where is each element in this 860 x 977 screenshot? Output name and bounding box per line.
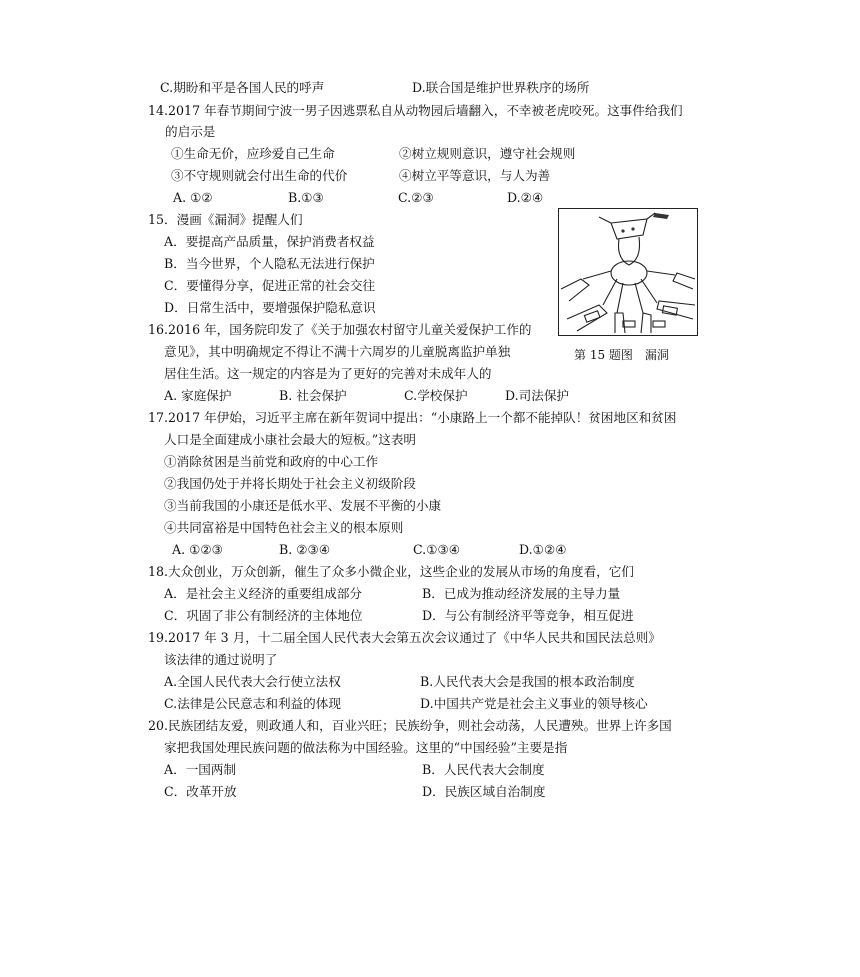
q20-stem-line1: 20.民族团结友爱，则政通人和，百业兴旺；民族纷争，则社会动荡，人民遭殃。世界上许多国 [148, 718, 672, 733]
q14-statement-4: ④树立平等意识，与人为善 [399, 168, 551, 183]
q14-stem-line1: 14.2017 年春节期间宁波一男子因逃票私自从动物园后墙翻入，不幸被老虎咬死。这事件给我们 [148, 103, 683, 118]
q19-option-c: C.法律是公民意志和利益的体现 [164, 696, 341, 711]
q17-statement-4: ④共同富裕是中国特色社会主义的根本原则 [164, 520, 404, 535]
q15-option-b: B．当今世界，个人隐私无法进行保护 [164, 256, 375, 271]
q19-option-a: A.全国人民代表大会行使立法权 [164, 674, 341, 689]
q14-option-d: D.②④ [507, 190, 544, 205]
q15-option-a: A．要提高产品质量，保护消费者权益 [164, 234, 375, 249]
q17-stem-line1: 17.2017 年伊始，习近平主席在新年贺词中提出：“小康路上一个都不能掉队！贫困地区和贫困 [148, 410, 677, 425]
q20-option-b: B．人民代表大会制度 [422, 762, 545, 777]
q20-option-c: C．改革开放 [164, 784, 237, 799]
q15-option-c: C．要懂得分享，促进正常的社会交往 [164, 278, 376, 293]
q13-option-c: C.期盼和平是各国人民的呼声 [160, 80, 325, 95]
q14-statement-3: ③不守规则就会付出生命的代价 [171, 168, 348, 183]
q16-stem-line3: 居住生活。这一规定的内容是为了更好的完善对未成年人的 [164, 366, 492, 381]
q18-option-c: C．巩固了非公有制经济的主体地位 [164, 608, 363, 623]
q19-stem-line1: 19.2017 年 3 月，十二届全国人民代表大会第五次会议通过了《中华人民共和国民法总则》 [148, 630, 661, 645]
q14-statement-1: ①生命无价，应珍爱自己生命 [171, 146, 335, 161]
q17-statement-2: ②我国仍处于并将长期处于社会主义初级阶段 [164, 476, 416, 491]
q20-option-a: A．一国两制 [164, 762, 237, 777]
q16-option-d: D.司法保护 [505, 388, 570, 403]
q19-option-d: D.中国共产党是社会主义事业的领导核心 [420, 696, 648, 711]
q17-stem-line2: 人口是全面建成小康社会最大的短板。”这表明 [164, 432, 417, 447]
q15-cartoon-image [558, 208, 698, 336]
q18-option-b: B．已成为推动经济发展的主导力量 [422, 586, 621, 601]
q18-stem: 18.大众创业，万众创新，催生了众多小微企业，这些企业的发展从市场的角度看，它们 [148, 564, 634, 579]
q13-option-d: D.联合国是维护世界秩序的场所 [412, 80, 590, 95]
q16-option-a: A. 家庭保护 [164, 388, 232, 403]
cartoon-drawing [559, 209, 697, 335]
q16-option-b: B. 社会保护 [279, 388, 347, 403]
q15-stem: 15．漫画《漏洞》提醒人们 [148, 212, 303, 227]
q16-stem-line2: 意见》，其中明确规定不得让不满十六周岁的儿童脱离监护单独 [164, 344, 511, 359]
q20-option-d: D．民族区域自治制度 [422, 784, 546, 799]
q17-option-b: B. ②③④ [279, 542, 331, 557]
q17-option-c: C.①③④ [413, 542, 461, 557]
q17-statement-3: ③当前我国的小康还是低水平、发展不平衡的小康 [164, 498, 442, 513]
q14-option-c: C.②③ [398, 190, 434, 205]
q14-stem-line2: 的启示是 [165, 124, 216, 139]
q16-option-c: C.学校保护 [404, 388, 468, 403]
q14-option-a: A. ①② [173, 190, 213, 205]
q20-stem-line2: 家把我国处理民族问题的做法称为中国经验。这里的“中国经验”主要是指 [164, 740, 568, 755]
q14-option-b: B.①③ [288, 190, 324, 205]
q15-option-d: D．日常生活中，要增强保护隐私意识 [164, 300, 376, 315]
q19-option-b: B.人民代表大会是我国的根本政治制度 [420, 674, 635, 689]
q17-statement-1: ①消除贫困是当前党和政府的中心工作 [164, 454, 379, 469]
q15-cartoon-caption: 第 15 题图 漏洞 [574, 348, 669, 362]
q16-stem-line1: 16.2016 年，国务院印发了《关于加强农村留守儿童关爱保护工作的 [148, 322, 532, 337]
q17-option-a: A. ①②③ [172, 542, 223, 557]
q18-option-d: D．与公有制经济平等竞争，相互促进 [422, 608, 634, 623]
q18-option-a: A．是社会主义经济的重要组成部分 [164, 586, 363, 601]
q17-option-d: D.①②④ [519, 542, 567, 557]
q19-stem-line2: 该法律的通过说明了 [164, 652, 278, 667]
q14-statement-2: ②树立规则意识，遵守社会规则 [399, 146, 576, 161]
